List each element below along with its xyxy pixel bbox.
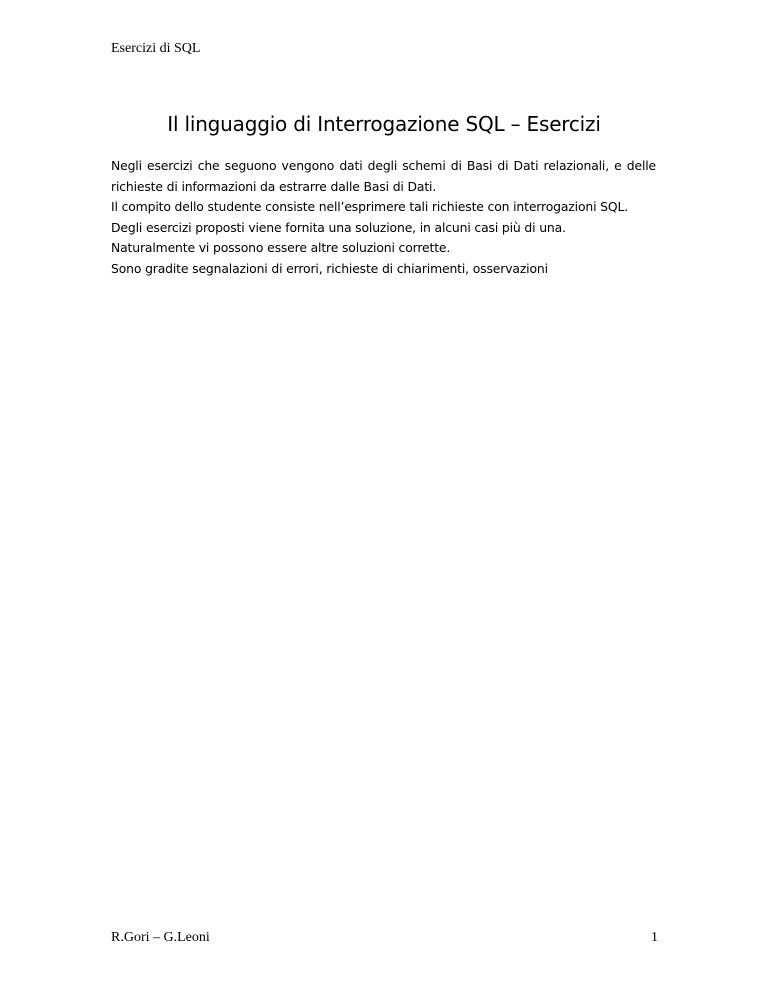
running-header: Esercizi di SQL <box>111 41 201 56</box>
paragraph-4: Naturalmente vi possono essere altre soluzioni corrette. <box>111 240 451 255</box>
page-number: 1 <box>651 930 658 945</box>
paragraph-5: Sono gradite segnalazioni di errori, richieste di chiarimenti, osservazioni <box>111 260 548 276</box>
footer-authors: R.Gori – G.Leoni <box>111 930 210 945</box>
page-title: Il linguaggio di Interrogazione SQL – Esercizi <box>167 112 601 136</box>
paragraph-1: Negli esercizi che seguono vengono dati degli schemi di Basi di Dati relazionali, e delle richieste di informazioni da estrarre dalle Basi di Dati. <box>111 158 656 194</box>
paragraph-2: Il compito dello studente consiste nell’esprimere tali richieste con interrogazioni SQL. <box>111 199 629 214</box>
paragraph-3: Degli esercizi proposti viene fornita una soluzione, in alcuni casi più di una. <box>111 219 566 235</box>
intro-text <box>111 156 656 279</box>
